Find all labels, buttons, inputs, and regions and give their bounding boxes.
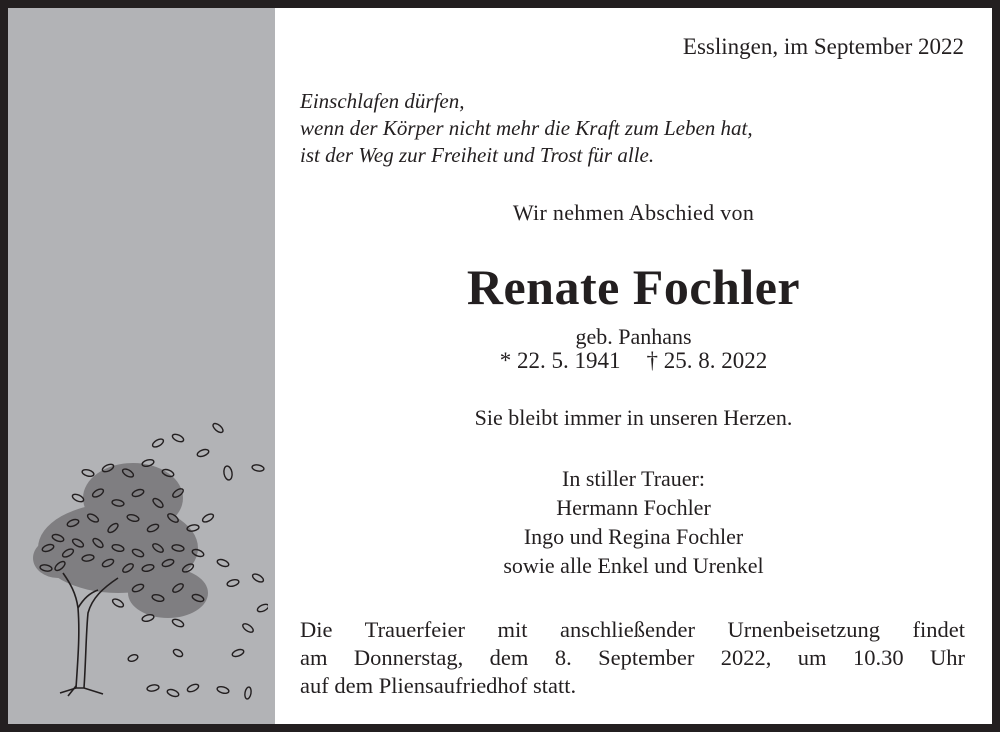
- poem: [300, 88, 753, 169]
- funeral-line: Die Trauerfeier mit anschließender Urnenbeisetzung findet: [300, 617, 965, 642]
- birth-name: geb. Panhans: [575, 324, 692, 349]
- place-and-date: Esslingen, im September 2022: [682, 34, 964, 59]
- funeral-line: am Donnerstag, dem 8. September 2022, um 10.30 Uhr: [300, 645, 965, 670]
- mourners-list: [275, 464, 992, 580]
- poem-line: ist der Weg zur Freiheit und Trost für alle.: [300, 143, 655, 167]
- side-panel: [8, 8, 275, 724]
- deceased-name: Renate Fochler: [466, 259, 801, 315]
- poem-line: Einschlafen dürfen,: [300, 89, 465, 113]
- mourner-name: sowie alle Enkel und Urenkel: [503, 553, 764, 578]
- tagline: Sie bleibt immer in unseren Herzen.: [474, 405, 793, 430]
- mourners-heading: In stiller Trauer:: [562, 466, 705, 491]
- poem-line: wenn der Körper nicht mehr die Kraft zum Leben hat,: [300, 116, 753, 140]
- birth-date: * 22. 5. 1941: [499, 348, 621, 373]
- death-date: † 25. 8. 2022: [646, 348, 768, 373]
- obituary-card: [8, 8, 992, 724]
- mourner-name: Hermann Fochler: [556, 495, 711, 520]
- obituary-content: [275, 8, 992, 724]
- windblown-tree-icon: [18, 418, 268, 708]
- funeral-line: auf dem Pliensaufriedhof statt.: [300, 673, 577, 698]
- farewell-intro: Wir nehmen Abschied von: [512, 200, 755, 225]
- life-dates: [275, 348, 992, 374]
- funeral-details: [300, 616, 965, 700]
- mourner-name: Ingo und Regina Fochler: [523, 524, 744, 549]
